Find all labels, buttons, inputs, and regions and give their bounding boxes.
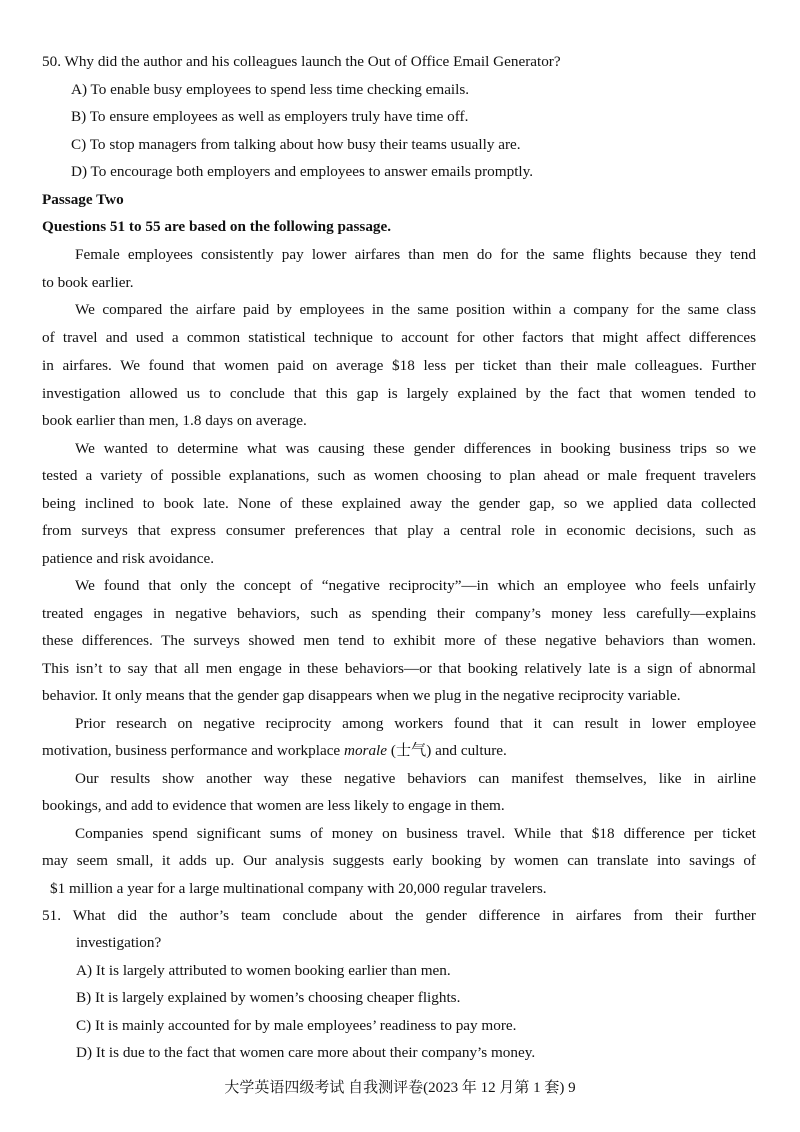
- passage-heading: Passage Two: [42, 191, 124, 208]
- passage-line: $1 million a year for a large multinational company with 20,000 regular travelers.: [50, 880, 547, 897]
- passage-line: bookings, and add to evidence that women are less likely to engage in them.: [42, 797, 505, 814]
- passage-line: tested a variety of possible explanations, such as women choosing to plan ahead or male frequent travelers: [42, 467, 756, 484]
- passage-line: Prior research on negative reciprocity among workers found that it can result in lower employee: [75, 715, 756, 732]
- passage-line: Companies spend significant sums of money on business travel. While that $18 difference per ticket: [75, 825, 756, 842]
- q51-option-b: B) It is largely explained by women’s choosing cheaper flights.: [76, 989, 461, 1006]
- q50-stem: 50. Why did the author and his colleagues launch the Out of Office Email Generator?: [42, 53, 561, 70]
- passage-instruction: Questions 51 to 55 are based on the following passage.: [42, 218, 392, 235]
- passage-line: Our results show another way these negative behaviors can manifest themselves, like in airline: [75, 770, 756, 787]
- passage-line: to book earlier.: [42, 274, 134, 291]
- passage-line: treated engages in negative behaviors, such as spending their company’s money less carefully—explains: [42, 605, 756, 622]
- q51-option-d: D) It is due to the fact that women care more about their company’s money.: [76, 1044, 536, 1061]
- passage-line: may seem small, it adds up. Our analysis suggests early booking by women can translate into savings of: [42, 852, 756, 869]
- q50-option-a: A) To enable busy employees to spend less time checking emails.: [71, 81, 470, 98]
- passage-line: these differences. The surveys showed men tend to exhibit more of these negative behaviors than women.: [42, 632, 756, 649]
- q51-stem: 51. What did the author’s team conclude about the gender difference in airfares from their further: [42, 907, 756, 924]
- passage-line: book earlier than men, 1.8 days on average.: [42, 412, 307, 429]
- passage-line: We compared the airfare paid by employees in the same position within a company for the same class: [75, 301, 756, 318]
- passage-text: (士气) and culture.: [390, 742, 507, 759]
- passage-line: in airfares. We found that women paid on average $18 less per ticket than their male colleagues. Further: [42, 357, 756, 374]
- italic-term-morale: morale: [343, 742, 388, 759]
- q51-option-c: C) It is mainly accounted for by male employees’ readiness to pay more.: [76, 1017, 517, 1034]
- q50-option-d: D) To encourage both employers and employees to answer emails promptly.: [71, 163, 534, 180]
- q50-option-c: C) To stop managers from talking about how busy their teams usually are.: [71, 136, 521, 153]
- q51-option-a: A) It is largely attributed to women booking earlier than men.: [76, 962, 451, 979]
- passage-line: We wanted to determine what was causing these gender differences in booking business trips so we: [75, 440, 756, 457]
- q51-stem-cont: investigation?: [76, 934, 162, 951]
- passage-line: patience and risk avoidance.: [42, 550, 215, 567]
- passage-text: motivation, business performance and workplace: [42, 742, 341, 759]
- passage-line: investigation allowed us to conclude that this gap is largely explained by the fact that women tended to: [42, 385, 756, 402]
- passage-line: behavior. It only means that the gender gap disappears when we plug in the negative reciprocity variable.: [42, 687, 681, 704]
- passage-line: being inclined to book late. None of these explained away the gender gap, so we applied data collected: [42, 495, 756, 512]
- passage-line: from surveys that express consumer preferences that play a central role in economic decisions, such as: [42, 522, 756, 539]
- page-footer: 大学英语四级考试 自我测评卷(2023 年 12 月第 1 套) 9: [224, 1080, 576, 1096]
- passage-line: Female employees consistently pay lower airfares than men do for the same flights because they tend: [75, 246, 756, 263]
- q50-option-b: B) To ensure employees as well as employers truly have time off.: [71, 108, 469, 125]
- passage-line: We found that only the concept of “negative reciprocity”—in which an employee who feels unfairly: [75, 577, 756, 594]
- passage-line-mixed: [42, 741, 800, 761]
- passage-line: of travel and used a common statistical technique to account for other factors that might affect differences: [42, 329, 756, 346]
- passage-line: This isn’t to say that all men engage in these behaviors—or that booking relatively late is a sign of abnormal: [42, 660, 756, 677]
